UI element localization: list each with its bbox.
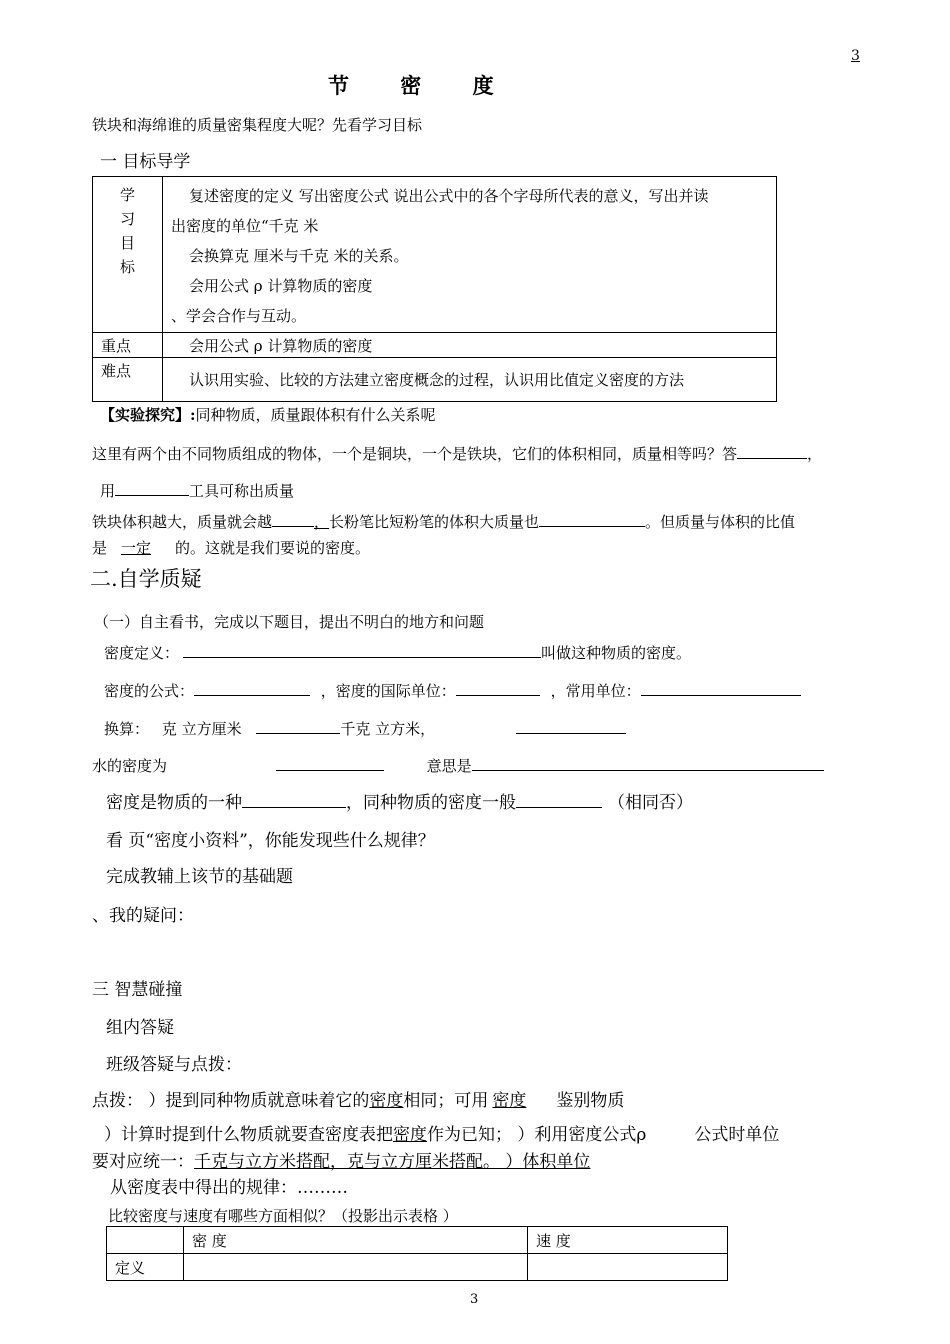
experiment-text-1-end: ， <box>807 445 823 463</box>
goals-row1-content <box>163 177 777 333</box>
goals-label-char: 目 <box>119 234 135 252</box>
goal-line: 复述密度的定义 写出密度公式 说出公式中的各个字母所代表的意义，写出并读 <box>189 187 709 205</box>
experiment-line-3 <box>92 511 795 532</box>
goal-line: 会用公式 ρ 计算物质的密度 <box>189 277 373 295</box>
si-unit-blank[interactable] <box>456 680 540 696</box>
convert-blank-2[interactable] <box>516 718 626 734</box>
goals-row2-label: 重点 <box>93 333 163 358</box>
definition-label: 密度定义： <box>104 644 180 662</box>
compare-table <box>106 1226 728 1281</box>
chalk-blank[interactable] <box>539 511 645 527</box>
compare-header-density: 密 度 <box>184 1227 528 1254</box>
class-answer: 班级答疑与点拨： <box>106 1055 242 1075</box>
experiment-text-3b: ， <box>314 513 330 531</box>
goal-line: 会换算克 厘米与千克 米的关系。 <box>189 247 409 265</box>
tip-a: 点拨： ）提到同种物质就意味着它的 <box>92 1091 370 1111</box>
convert-blank-1[interactable] <box>256 718 340 734</box>
goals-label-char: 习 <box>119 210 135 228</box>
tip-u2: 密度 <box>492 1091 527 1111</box>
goal-line: 出密度的单位“千克 米 <box>171 217 319 235</box>
tip-c: 鉴别物质 <box>556 1091 625 1111</box>
definition-blank[interactable] <box>183 642 541 658</box>
compare-cell-speed[interactable] <box>528 1254 728 1281</box>
mass-blank[interactable] <box>272 511 314 527</box>
tip-u1: 密度 <box>369 1091 404 1111</box>
look-line: 看 页“密度小资料”，你能发现些什么规律？ <box>106 831 435 851</box>
meaning-label: 意思是 <box>426 757 472 775</box>
experiment-line-1 <box>92 443 822 464</box>
answer-blank[interactable] <box>737 443 807 459</box>
page-number-bottom: 3 <box>470 1292 479 1307</box>
convert-label: 换算： <box>104 720 150 738</box>
goal-line: 、学会合作与互动。 <box>171 307 307 325</box>
tool-blank[interactable] <box>115 480 189 496</box>
rule-line: 从密度表中得出的规律：……… <box>110 1178 348 1198</box>
goals-label-char: 学 <box>119 186 135 204</box>
water-label: 水的密度为 <box>92 757 168 775</box>
group-answer: 组内答疑 <box>106 1018 174 1038</box>
experiment-text-3d: 。但质量与体积的比值 <box>645 513 796 531</box>
tip-line-1 <box>92 1086 624 1111</box>
tip2-a: ）计算时提到什么物质就要查密度表把 <box>104 1125 393 1145</box>
compare-line: 比较密度与速度有哪些方面相似？（投影出示表格 ） <box>108 1207 458 1225</box>
intro-text: 铁块和海绵谁的质量密集程度大呢？先看学习目标 <box>92 116 423 134</box>
tip3-u: 千克与立方米搭配，克与立方厘米搭配。 ）体积单位 <box>194 1152 591 1172</box>
property-blank-2[interactable] <box>516 790 602 808</box>
common-unit-blank[interactable] <box>641 680 801 696</box>
tip2-u: 密度 <box>393 1125 427 1145</box>
page-title: 节 密 度 <box>328 73 516 98</box>
experiment-text-1: 这里有两个由不同物质组成的物体，一个是铜块，一个是铁块，它们的体积相同，质量相等吗？答 <box>92 445 738 463</box>
goals-row3-label: 难点 <box>93 358 163 402</box>
goals-table <box>92 176 777 402</box>
formula-label: 密度的公式： <box>104 682 195 700</box>
property-a: 密度是物质的一种 <box>106 793 242 813</box>
experiment-heading: 【实验探究】: <box>100 406 196 424</box>
property-blank-1[interactable] <box>242 790 346 808</box>
experiment-line <box>100 404 436 425</box>
definition-line <box>104 642 691 663</box>
compare-cell-density[interactable] <box>184 1254 528 1281</box>
compare-header-empty <box>107 1227 184 1254</box>
goals-row2-content: 会用公式 ρ 计算物质的密度 <box>163 333 777 358</box>
convert-line <box>104 718 626 739</box>
goals-row1-label <box>93 177 163 333</box>
tip2-c: 公式时单位 <box>694 1125 780 1145</box>
compare-header-speed: 速 度 <box>528 1227 728 1254</box>
experiment-text-3c: 长粉笔比短粉笔的体积大质量也 <box>329 513 540 531</box>
tip-b: 相同；可用 <box>403 1091 489 1111</box>
definition-end: 叫做这种物质的密度。 <box>541 644 692 662</box>
experiment-text-3a: 铁块体积越大，质量就会越 <box>92 513 273 531</box>
tip-line-3 <box>92 1147 738 1172</box>
goals-label-char: 标 <box>119 258 135 276</box>
section-2-heading: 二.自学质疑 <box>90 567 202 591</box>
ratio-fill: 一定 <box>121 539 152 557</box>
meaning-blank[interactable] <box>472 755 824 771</box>
property-line <box>106 788 693 813</box>
experiment-text-4a: 是 <box>92 539 108 557</box>
experiment-question: 同种物质，质量跟体积有什么关系呢 <box>195 406 436 424</box>
water-line <box>92 755 824 776</box>
experiment-text-4b: 的。这就是我们要说的密度。 <box>175 539 371 557</box>
water-blank[interactable] <box>276 755 384 771</box>
tip-line-2 <box>104 1120 779 1145</box>
property-b: ，同种物质的密度一般 <box>346 793 516 813</box>
doubt-line: 、我的疑问： <box>92 906 194 926</box>
property-c: （相同否） <box>608 793 693 813</box>
page-number-top: 3 <box>851 48 860 64</box>
experiment-text-2a: 用 <box>100 482 116 500</box>
experiment-line-2 <box>100 480 294 501</box>
self-study-sub1: （一）自主看书，完成以下题目，提出不明白的地方和问题 <box>94 613 485 631</box>
compare-row-label: 定义 <box>107 1254 184 1281</box>
common-unit-label: ，常用单位： <box>550 682 641 700</box>
tip3-a: 要对应统一： <box>92 1152 194 1172</box>
section-3-heading: 三 智慧碰撞 <box>92 980 183 1000</box>
formula-line <box>104 680 801 701</box>
section-1-heading: 一 目标导学 <box>100 152 191 172</box>
tip2-b: 作为已知； ）利用密度公式ρ <box>427 1125 647 1145</box>
experiment-line-4 <box>92 537 370 558</box>
convert-a: 克 立方厘米 <box>161 720 242 738</box>
exercise-line: 完成教辅上该节的基础题 <box>106 867 293 887</box>
experiment-text-2b: 工具可称出质量 <box>189 482 295 500</box>
goals-row3-content: 认识用实验、比较的方法建立密度概念的过程，认识用比值定义密度的方法 <box>163 358 777 402</box>
si-unit-label: ，密度的国际单位： <box>320 682 456 700</box>
formula-blank[interactable] <box>194 680 310 696</box>
convert-b: 千克 立方米， <box>340 720 436 738</box>
